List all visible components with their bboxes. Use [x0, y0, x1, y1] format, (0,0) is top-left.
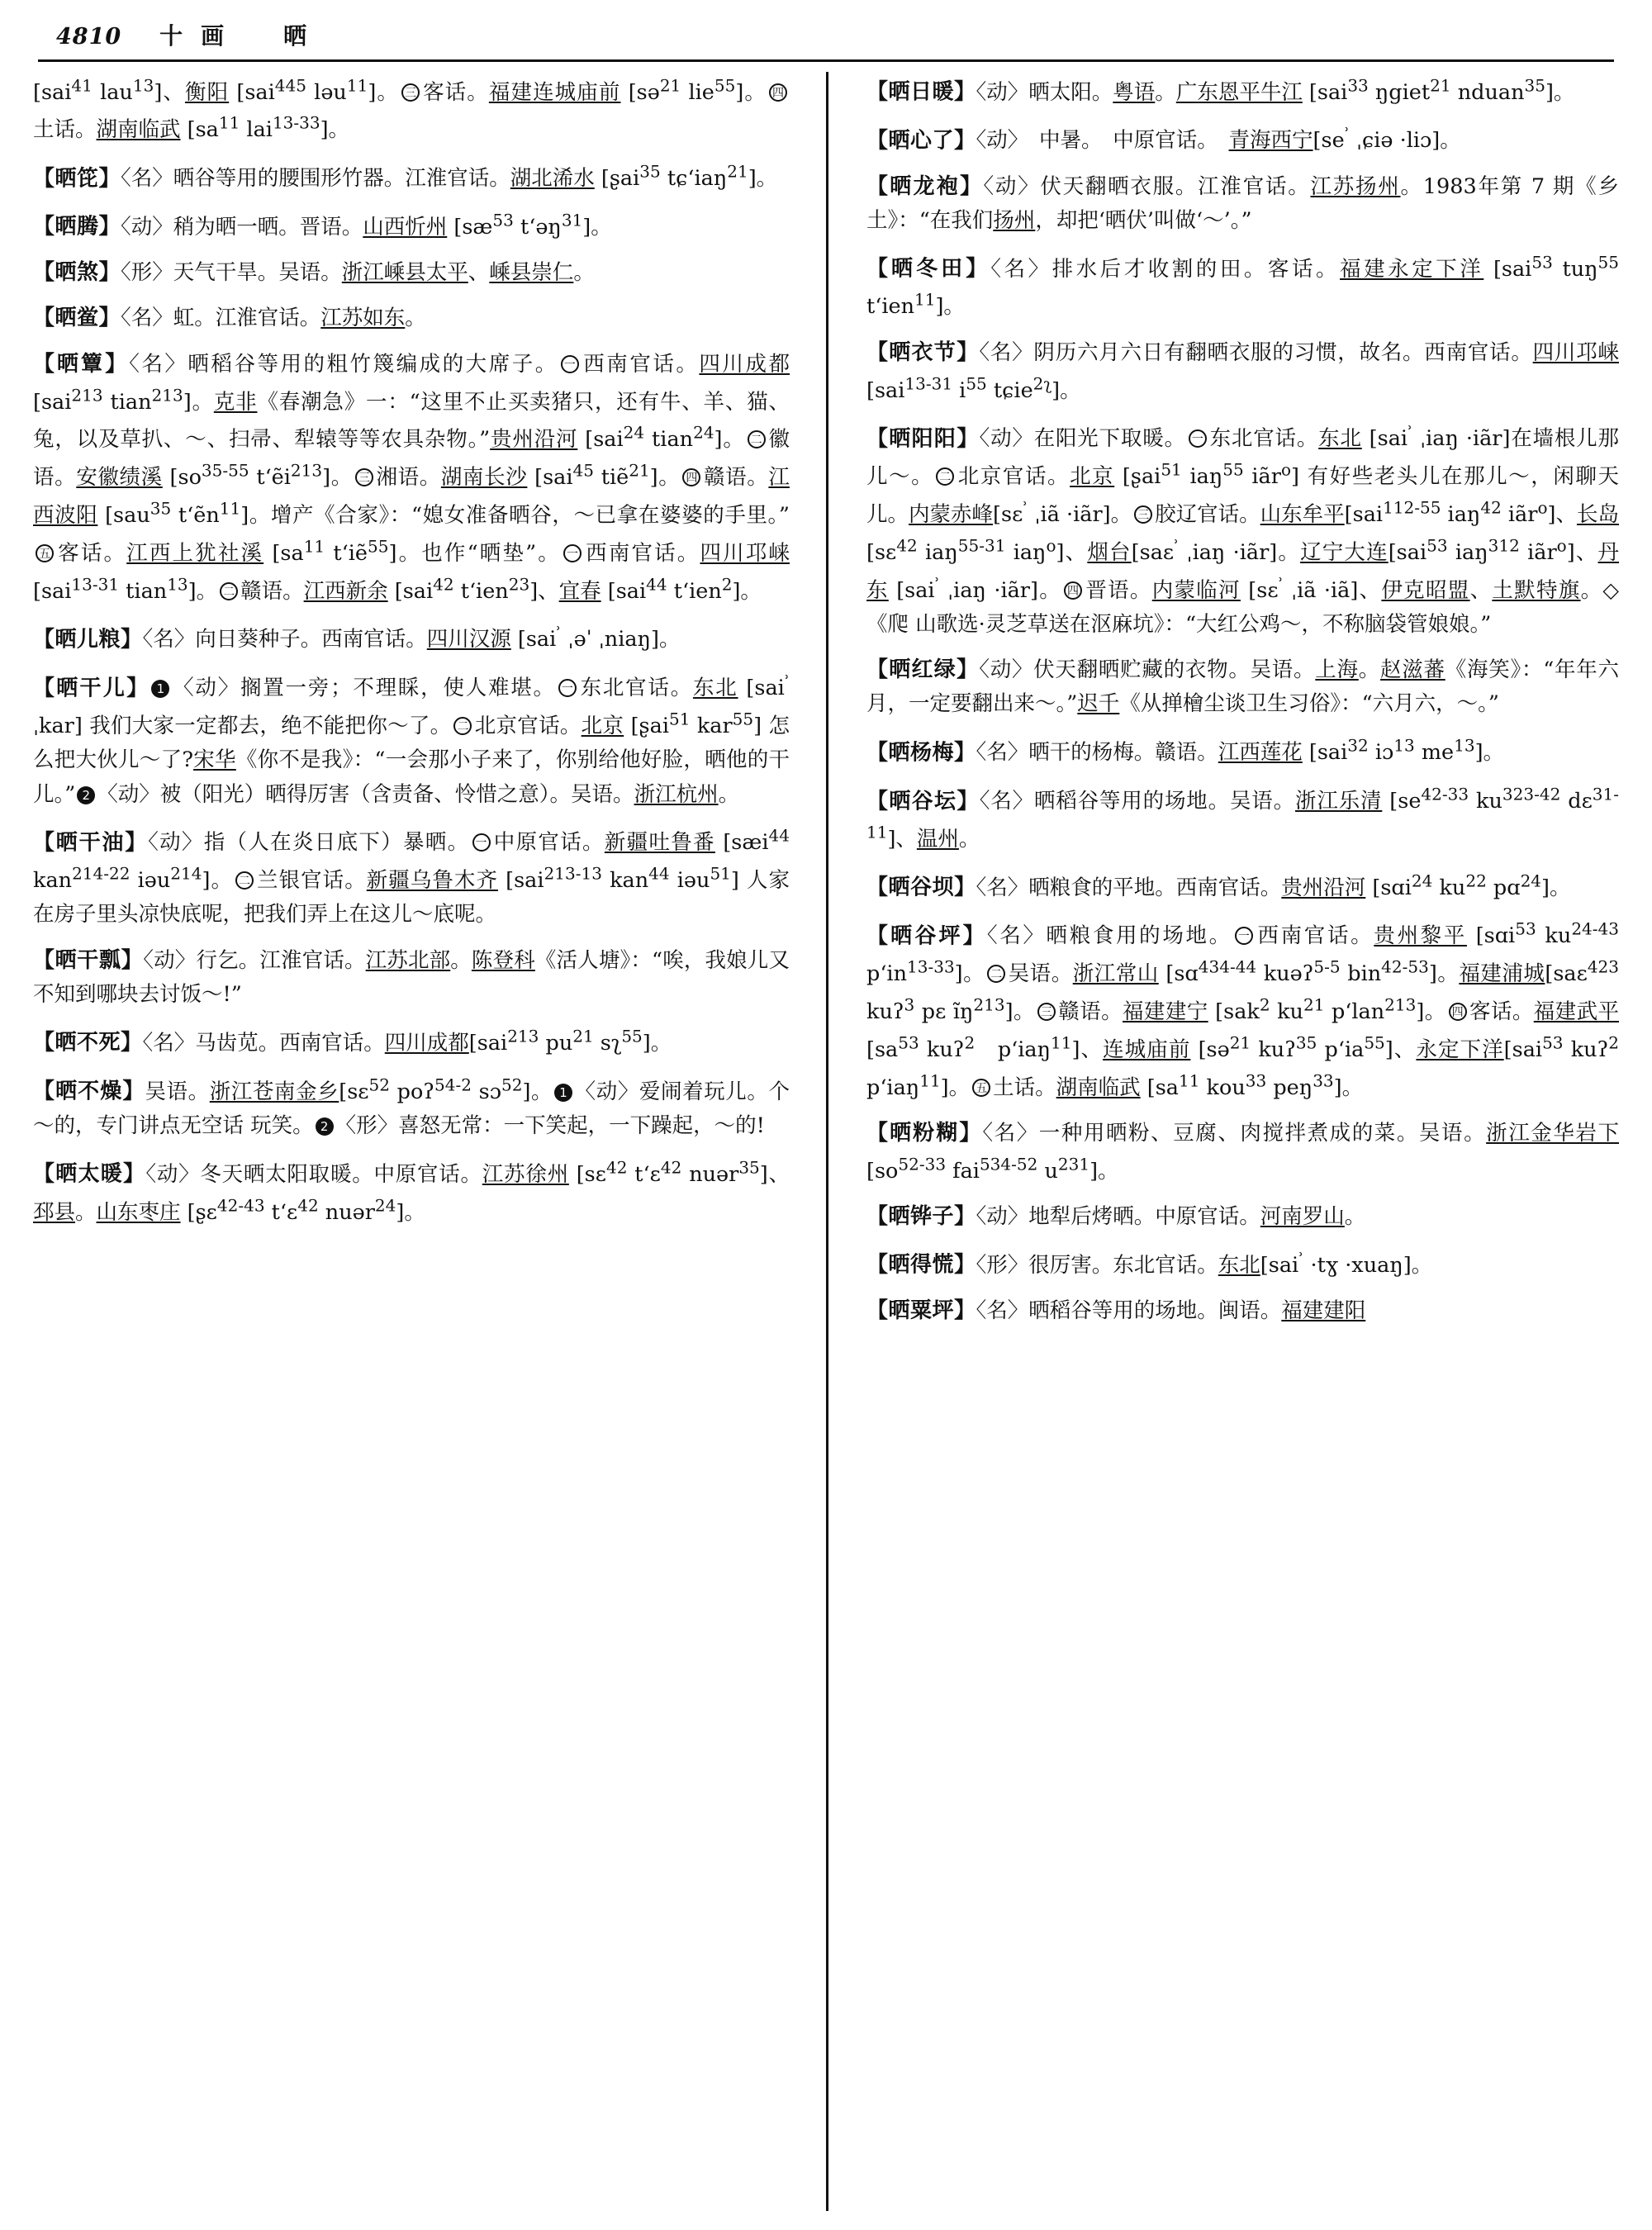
- entry-headword: 【晒儿粮】: [33, 627, 143, 652]
- dictionary-entry: [866, 1199, 1619, 1234]
- entry-body: 〈名〉排水后才收割的田。客话。福建永定下洋 [sai$^{53}$ tuŋ$^{55}$ t‘ien$^{11}$]。: [866, 252, 1619, 320]
- dictionary-entry: [866, 72, 1619, 110]
- dictionary-entry: [866, 335, 1619, 408]
- entry-body: 〈名〉虹。江淮官话。江苏如东。: [121, 306, 426, 331]
- entry-body: 〈名〉晒粮食用的场地。 一 西南官话。贵州黎平 [sɑi$^{53}$ $ku^{24-43}$ $p‘in^{13-33}$]。 二 吴语。浙江常山 [sɑ$^{434-44}$ kuəʔ$^{5-5}$ bin$^{42-53}$]。福建浦城[saɛ$^{423}$ kuʔ$^3$ pɛ $ĩŋ^{213}$]。 三 赣语。福建建宁 [sak$^2$ $ku^{21}$ p‘lan$^{213}$]。 四 客话。福建武平 [$sa^{53}$ kuʔ$^2$ p‘iaŋ$^{11}$]、连城庙前 [sə$^{21}$ kuʔ$^{35}$ $p‘ia^{55}$]、永定下洋[sai$^{53}$ kuʔ$^2$ p‘iaŋ$^{11}$]。 五 土话。湖南临武 [$sa^{11}$ kou$^{33}$ peŋ$^{33}$]。: [866, 918, 1620, 1100]
- entry-headword: 【晒鲎】: [33, 306, 121, 331]
- dictionary-entry: [33, 159, 790, 197]
- entry-body: 吴语。浙江苍南金乡[sɛ$^{52}$ poʔ$^{54-2}$ sɔ$^{52}$]。 1 〈动〉爱闹着玩儿。个～的，专门讲点无空话 玩笑。 2 〈形〉喜怒无常：一下笑起，一下躁起，～的!: [33, 1075, 790, 1138]
- entry-headword: 【晒铧子】: [866, 1204, 976, 1230]
- right-column: [826, 72, 1619, 2211]
- dictionary-entry: [866, 867, 1619, 905]
- entry-headword: 【晒阳阳】: [866, 426, 980, 452]
- entry-headword: 【晒红绿】: [866, 657, 980, 683]
- dictionary-entry: [866, 916, 1619, 1105]
- entry-body: 〈动〉伏天翻晒贮藏的衣物。吴语。上海。赵滋蕃《海笑》：“年年六月，一定要翻出来～。”迟千《从掸檜尘谈卫生习俗》：“六月六，～。”: [866, 657, 1619, 717]
- dictionary-entry: [33, 255, 790, 290]
- dictionary-entry: [866, 652, 1619, 722]
- entry-body: 〈动〉晒太阳。粤语。广东恩平牛江 [sai$^{33}$ ŋgiet$^{21}$ nduan$^{35}$]。: [976, 75, 1575, 105]
- dictionary-entry: [866, 249, 1619, 325]
- entry-headword: 【晒粉糊】: [866, 1120, 983, 1146]
- entry-headword: 【晒衣节】: [866, 339, 980, 365]
- dictionary-entry: [33, 347, 790, 609]
- entry-headword: 【晒不死】: [33, 1030, 143, 1056]
- entry-headword: 【晒杨梅】: [866, 740, 976, 766]
- entry-body: 〈名〉阴历六月六日有翻晒衣服的习惯，故名。西南官话。四川邛崃 [sai$^{13-31}$ $i^{55}$ tɕie$^{2ʅ}$]。: [866, 339, 1619, 403]
- entry-headword: 【晒谷坝】: [866, 875, 976, 900]
- entry-body: 〈名〉马齿苋。西南官话。四川成都[sai$^{213}$ $pu^{21}$ sʅ$^{55}$]。: [142, 1026, 672, 1056]
- entry-body: 〈动〉行乞。江淮官话。江苏北部。陈登科《活人塘》：“唉，我娘儿又不知到哪块去讨饭～!”: [33, 947, 790, 1008]
- entry-body: 1 〈动〉搁置一旁；不理睬，使人难堪。 一 东北官话。东北 [sai$^ʾ$ ˌkar] 我们大家一定都去，绝不能把你～了。 二 北京官话。北京 [ʂai$^{51}$ kar$^{55}$] 怎么把大伙儿～了?宋华《你不是我》：“一会那小子来了，你别给他好脸，晒他的干儿。” 2 〈动〉被（阳光）晒得厉害（含责备、怜惜之意）。吴语。浙江杭州。: [33, 671, 790, 807]
- dictionary-entry: [33, 823, 790, 932]
- entry-body: 〈名〉晒稻谷等用的场地。吴语。浙江乐清 [$se^{42-33}$ $ku^{323-42}$ dɛ$^{31-11}$]、温州。: [866, 784, 1619, 852]
- page-folio: 4810: [56, 24, 122, 50]
- entry-headword: 【晒笓】: [33, 166, 121, 192]
- entry-headword: 【晒日暖】: [866, 79, 976, 105]
- entry-headword: 【晒粟坪】: [866, 1298, 976, 1324]
- dictionary-entry: [33, 1154, 790, 1230]
- entry-headword: 【晒谷坪】: [866, 923, 987, 949]
- entry-body: 〈动〉伏天翻晒衣服。江淮官话。江苏扬州。1983年第 7 期《乡土》：“在我们扬州，却把‘晒伏’叫做‘～’。”: [866, 173, 1619, 233]
- entry-body: 〈形〉很厉害。东北官话。东北[sai$^ʾ$ ·tɣ ·xuaŋ]。: [976, 1248, 1433, 1278]
- entry-headword: 【晒太暖】: [33, 1161, 146, 1187]
- dictionary-entry: [866, 1293, 1619, 1328]
- entry-body: 〈动〉冬天晒太阳取暖。中原官话。江苏徐州 [sɛ$^{42}$ t‘ɛ$^{42}$ nuər$^{35}$]、邳县。山东枣庄 [ʂɛ$^{42-43}$ t‘ɛ$^{42}$ nuər$^{24}$]。: [33, 1157, 790, 1225]
- running-head-label: 十画 晒: [159, 22, 325, 50]
- dictionary-entry: [866, 1116, 1619, 1189]
- entry-body: 〈名〉向日葵种子。西南官话。四川汉源 [sai$^ʾ$ ˌəˈ ˌniaŋ]。: [142, 622, 681, 652]
- entry-headword: 【晒簟】: [33, 351, 130, 377]
- dictionary-entry: [866, 1245, 1619, 1283]
- dictionary-entry: [33, 1022, 790, 1060]
- entry-headword: 【晒干儿】: [33, 676, 150, 701]
- dictionary-entry: [33, 619, 790, 657]
- dictionary-entry: [33, 943, 790, 1013]
- entry-body: 〈动〉在阳光下取暖。 一 东北官话。东北 [sai$^ʾ$ ˌiaŋ ·iãr]在墙根儿那儿～。 二 北京官话。北京 [ʂai$^{51}$ iaŋ$^{55}$ iãr$^o$] 有好些老头儿在那儿～，闲聊天儿。内蒙赤峰[sɛ$^ʾ$ ˌiã ·iãr]。 三 胶辽官话。山东牟平[sai$^{112-55}$ iaŋ$^{42}$ iãr$^o$]、长岛 [sɛ$^{42}$ iaŋ$^{55-31}$ iaŋ$^o$]、烟台[saɛ$^ʾ$ ˌiaŋ ·iãr]。辽宁大连[sai$^{53}$ iaŋ$^{312}$ iãr$^o$]、丹东 [sai$^ʾ$ ˌiaŋ ·iãr]。 四 晋语。内蒙临河 [sɛ$^ʾ$ ˌiã ·iã]、伊克昭盟、土默特旗。◇《爬 山歌选·灵芝草送在沤麻坑》：“大红公鸡～，不称脑袋管娘娘。”: [866, 421, 1620, 637]
- entry-headword: 【晒谷坛】: [866, 789, 980, 814]
- entry-body: 〈动〉稍为晒一晒。晋语。山西忻州 [$sæ^{53}$ t‘əŋ$^{31}$]。: [121, 210, 612, 240]
- entry-body: 〈动〉地犁后烤晒。中原官话。河南罗山。: [976, 1204, 1366, 1230]
- entry-body: 〈名〉晒粮食的平地。西南官话。贵州沿河 [sɑi$^{24}$ $ku^{22}$ pɑ$^{24}$]。: [976, 871, 1571, 900]
- entry-headword: 【晒心了】: [866, 128, 976, 154]
- entry-headword: 【晒不燥】: [33, 1079, 145, 1104]
- entry-body: 〈名〉晒干的杨梅。赣语。江西莲花 [sai$^{32}$ iɔ$^{13}$ $me^{13}$]。: [976, 735, 1505, 766]
- dictionary-entry: [33, 1071, 790, 1143]
- dictionary-entry: [33, 668, 790, 812]
- entry-body: 〈动〉 中暑。 中原官话。 青海西宁[$se^ʾ$ ˌɕiə ·liɔ]。: [976, 123, 1461, 154]
- entry-headword: 【晒冬田】: [866, 256, 991, 282]
- dictionary-entry: [866, 419, 1619, 642]
- dictionary-entry: [866, 169, 1619, 239]
- dictionary-entry: [866, 781, 1619, 857]
- entry-headword: 【晒煞】: [33, 260, 121, 286]
- entry-body: 〈名〉晒谷等用的腰围形竹器。江淮官话。湖北浠水 [ʂai$^{35}$ tɕ‘iaŋ$^{21}$]。: [121, 161, 778, 192]
- page-columns: [33, 72, 1619, 2211]
- entry-headword: 【晒干瓢】: [33, 947, 144, 973]
- entry-headword: 【晒腾】: [33, 214, 121, 240]
- dictionary-entry: [33, 72, 790, 148]
- dictionary-entry: [866, 733, 1619, 771]
- entry-body: 〈名〉一种用晒粉、豆腐、肉搅拌煮成的菜。吴语。浙江金华岩下 [$so^{52-33}$ fai$^{534-52}$ $u^{231}$]。: [866, 1120, 1619, 1184]
- entry-body: 〈名〉晒稻谷等用的场地。闽语。福建建阳: [976, 1298, 1366, 1324]
- entry-headword: 【晒干油】: [33, 830, 149, 856]
- entry-body: 〈形〉天气干旱。吴语。浙江嵊县太平、嵊县崇仁。: [121, 260, 595, 286]
- entry-body: [sai$^{41}$ lau$^{13}$]、衡阳 [sai$^{445}$ ləu$^{11}$]。 三 客话。福建连城庙前 [sə$^{21}$ lie$^{55}$]。 四土话。湖南临武 [$sa^{11}$ lai$^{13-33}$]。: [33, 80, 790, 143]
- running-head: [33, 15, 1619, 59]
- dictionary-entry: [866, 121, 1619, 159]
- entry-body: 〈动〉指（人在炎日底下）暴晒。 一 中原官话。新疆吐鲁番 [sæi$^{44}$ kan$^{214-22}$ iəu$^{214}$]。 二 兰银官话。新疆乌鲁木齐 [sai$^{213-13}$ kan$^{44}$ iəu$^{51}$] 人家在房子里头凉快底呢，把我们弄上在这儿～底呢。: [33, 825, 790, 928]
- header-rule: [38, 59, 1614, 62]
- entry-body: 〈名〉晒稻谷等用的粗竹篾编成的大席子。 一 西南官话。四川成都 [sai$^{213}$ tian$^{213}$]。克非《春潮急》一：“这里不止买卖猪只，还有牛、羊、猫、兔，以及草扒、～、扫帚、犁辕等等农具杂物。”贵州沿河 [sai$^{24}$ tian$^{24}$]。 二 徽语。安徽绩溪 [$so^{35-55}$ t‘ẽi$^{213}$]。 三 湘语。湖南长沙 [sai$^{45}$ tiẽ$^{21}$]。 四 赣语。江西波阳 [sau$^{35}$ t‘ẽn$^{11}$]。增产《合家》：“媳女准备晒谷，～已拿在婆婆的手里。”五 客话。江西上犹社溪 [$sa^{11}$ t‘iẽ$^{55}$]。也作“晒垫”。 一 西南官话。四川邛崃 [sai$^{13-31}$ tian$^{13}$]。 二 赣语。江西新余 [sai$^{42}$ t‘ien$^{23}$]、宜春 [sai$^{44}$ t‘ien$^2$]。: [33, 351, 790, 604]
- dictionary-entry: [33, 206, 790, 244]
- dictionary-entry: [33, 301, 790, 335]
- entry-headword: 【晒得慌】: [866, 1252, 976, 1278]
- left-column: [33, 72, 826, 2211]
- entry-headword: 【晒龙袍】: [866, 173, 984, 199]
